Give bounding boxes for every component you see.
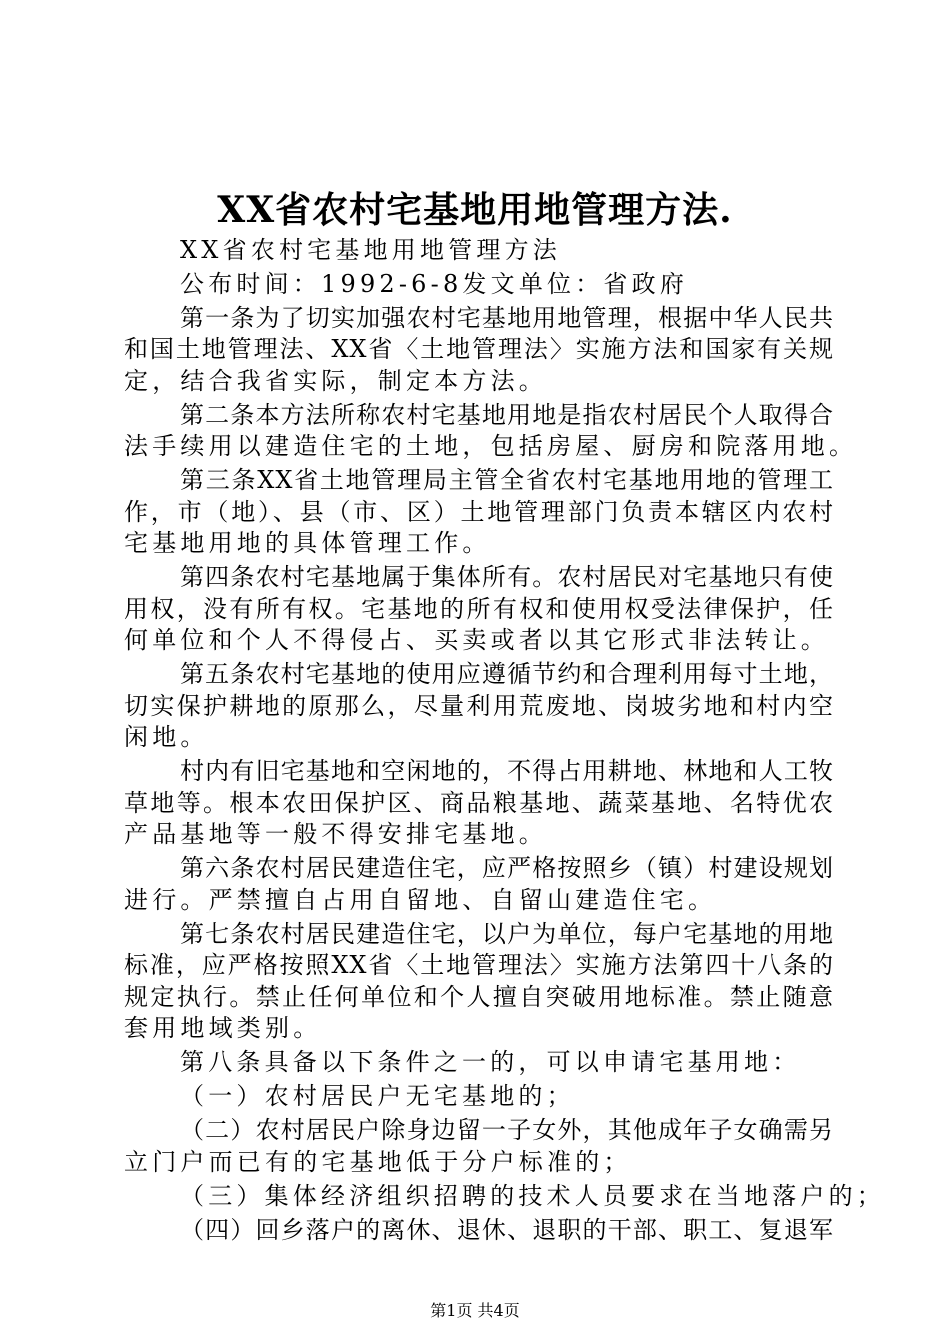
- page-number-footer: 第1页 共4页: [430, 1301, 520, 1320]
- text-line: 作，市（地）、县（市、区）土地管理部门负责本辖区内农村: [124, 497, 834, 526]
- text-line: （一）农村居民户无宅基地的；: [180, 1082, 575, 1110]
- text-line: 第四条农村宅基地属于集体所有。农村居民对宅基地只有使: [180, 563, 834, 591]
- paragraph: [124, 756, 834, 851]
- text-line: 第六条农村居民建造住宅，应严格按照乡（镇）村建设规划: [180, 854, 834, 882]
- text-line: 何单位和个人不得侵占、买卖或者以其它形式非法转让。: [124, 626, 829, 654]
- paragraph: [124, 465, 834, 560]
- text-line: 套用地域类别。: [124, 1014, 322, 1042]
- text-line: 第二条本方法所称农村宅基地用地是指农村居民个人取得合: [180, 400, 834, 429]
- text-line: 公布时间：1992-6-8发文单位：省政府: [180, 269, 689, 298]
- text-line: 标准，应严格按照XX省〈土地管理法〉实施方法第四十八条的: [124, 951, 834, 979]
- paragraph: [124, 562, 834, 657]
- paragraph: [124, 269, 834, 301]
- text-line: 第八条具备以下条件之一的，可以申请宅基用地：: [180, 1048, 801, 1076]
- text-line: （三）集体经济组织招聘的技术人员要求在当地落户的；: [180, 1181, 885, 1210]
- paragraph: [124, 919, 834, 1045]
- text-line: 用权，没有所有权。宅基地的所有权和使用权受法律保护，任: [124, 594, 834, 623]
- text-line: （四）回乡落户的离休、退休、退职的干部、职工、复退军: [180, 1215, 834, 1244]
- text-line: 切实保护耕地的原那么，尽量利用荒废地、岗坡劣地和村内空: [124, 691, 834, 720]
- paragraph: [124, 1081, 834, 1113]
- paragraph: [124, 853, 834, 916]
- paragraph: [124, 1115, 834, 1178]
- text-line: 第五条农村宅基地的使用应遵循节约和合理利用每寸土地，: [180, 660, 834, 688]
- document-body: [124, 232, 885, 1246]
- paragraph: [124, 659, 834, 754]
- text-line: 和国土地管理法、XX省〈土地管理法〉实施方法和国家有关规: [124, 335, 834, 363]
- document-title: XX省农村宅基地用地管理方法.: [217, 189, 733, 231]
- text-line: 闲地。: [124, 723, 209, 751]
- paragraph: [124, 1215, 834, 1247]
- text-line: 草地等。根本农田保护区、商品粮基地、蔬菜基地、名特优农: [124, 788, 834, 817]
- text-line: 宅基地用地的具体管理工作。: [124, 529, 491, 557]
- paragraph: [124, 1047, 834, 1079]
- paragraph: [124, 303, 834, 398]
- text-line: 立门户而已有的宅基地低于分户标准的；: [124, 1147, 632, 1176]
- paragraph: [124, 1181, 885, 1213]
- text-line: 法手续用以建造住宅的土地，包括房屋、厨房和院落用地。: [124, 432, 858, 460]
- text-line: 第三条XX省土地管理局主管全省农村宅基地用地的管理工: [180, 466, 834, 494]
- paragraph: [124, 400, 858, 463]
- text-line: （二）农村居民户除身边留一子女外，其他成年子女确需另: [180, 1116, 834, 1144]
- paragraph: [124, 235, 834, 267]
- text-line: 定，结合我省实际，制定本方法。: [124, 366, 547, 395]
- text-line: 第七条农村居民建造住宅，以户为单位，每户宅基地的用地: [180, 919, 834, 948]
- text-line: XX省农村宅基地用地管理方法: [180, 235, 561, 264]
- text-line: 第一条为了切实加强农村宅基地用地管理，根据中华人民共: [180, 303, 834, 332]
- text-line: 产品基地等一般不得安排宅基地。: [124, 820, 547, 848]
- text-line: 村内有旧宅基地和空闲地的，不得占用耕地、林地和人工牧: [180, 757, 834, 785]
- text-line: 规定执行。禁止任何单位和个人擅自突破用地标准。禁止随意: [124, 982, 834, 1011]
- text-line: 进行。严禁擅自占用自留地、自留山建造住宅。: [124, 885, 717, 914]
